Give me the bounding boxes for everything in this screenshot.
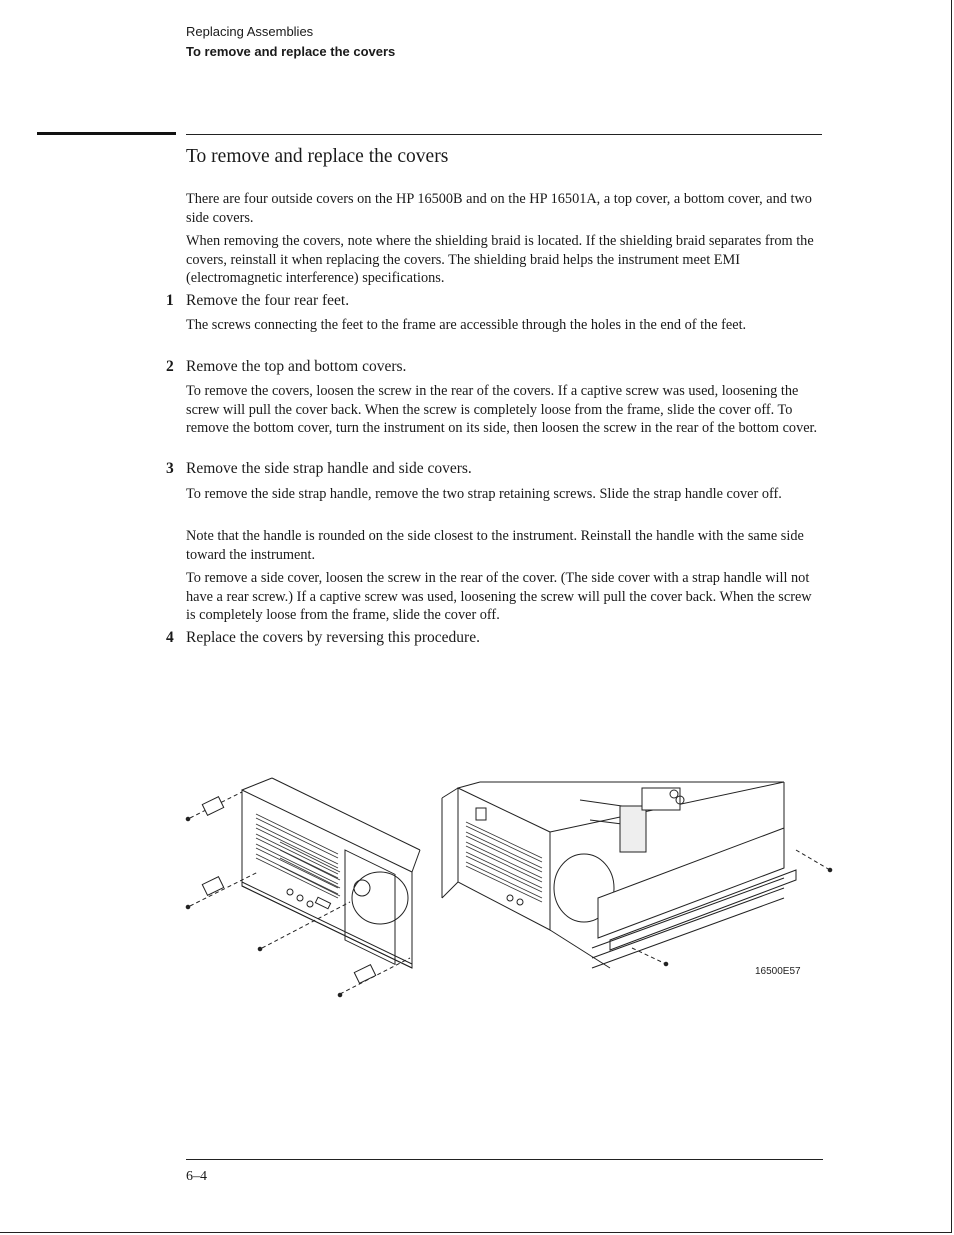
page-border-right (951, 0, 952, 1233)
step-title: Replace the covers by reversing this procedure. (186, 629, 480, 646)
step-title: Remove the side strap handle and side covers. (186, 460, 472, 477)
right-instrument-side-view (442, 782, 832, 968)
section-rule-thin (186, 134, 822, 135)
running-header-chapter: Replacing Assemblies (186, 24, 314, 39)
intro-paragraph: There are four outside covers on the HP 16500B and on the HP 16501A, a top cover, a bottom cover, and two side covers. (186, 191, 812, 226)
step-heading (166, 292, 826, 310)
step-paragraph: To remove the side strap handle, remove the two strap retaining screws. Slide the strap handle cover off. (186, 486, 782, 502)
step-number: 4 (166, 629, 174, 646)
section-rule-thick (37, 132, 176, 135)
step-number: 2 (166, 358, 174, 375)
footer-rule (186, 1159, 823, 1160)
step-paragraph: To remove a side cover, loosen the screw in the rear of the cover. (The side cover with a strap handle will not have a rear screw.) If a captive screw was used, loosening the screw will pull the cover back. When the screw is completely loose from the frame, slide the cover off. (186, 570, 812, 624)
step-paragraph: The screws connecting the feet to the frame are accessible through the holes in the end of the feet. (186, 317, 747, 333)
page-border-bottom (0, 1232, 952, 1233)
figure-code: 16500E57 (755, 966, 801, 977)
step-heading (166, 460, 826, 478)
cover-removal-illustration (180, 770, 840, 1010)
step-number: 3 (166, 460, 174, 477)
step-heading (166, 629, 826, 647)
intro-paragraph: When removing the covers, note where the shielding braid is located. If the shielding braid separates from the covers, reinstall it when replacing the covers. The shielding braid helps the instrument meet EMI (electromagnetic interference) specifications. (186, 233, 814, 287)
step-title: Remove the top and bottom covers. (186, 358, 407, 375)
page-title: To remove and replace the covers (186, 146, 449, 167)
left-instrument-rear-view (186, 778, 420, 997)
step-number: 1 (166, 292, 174, 309)
step-title: Remove the four rear feet. (186, 292, 350, 309)
step-paragraph: To remove the covers, loosen the screw in the rear of the covers. If a captive screw was used, loosening the screw will pull the cover back. When the screw is completely loose from the frame, slide the cover off. To remove the bottom cover, turn the instrument on its side, then loosen the screw in the rear of the bottom cover. (186, 383, 818, 437)
running-header-section: To remove and replace the covers (186, 44, 396, 59)
page-number: 6–4 (186, 1169, 207, 1184)
step-paragraph: Note that the handle is rounded on the side closest to the instrument. Reinstall the handle with the same side toward the instrument. (186, 528, 804, 563)
step-heading (166, 358, 826, 376)
